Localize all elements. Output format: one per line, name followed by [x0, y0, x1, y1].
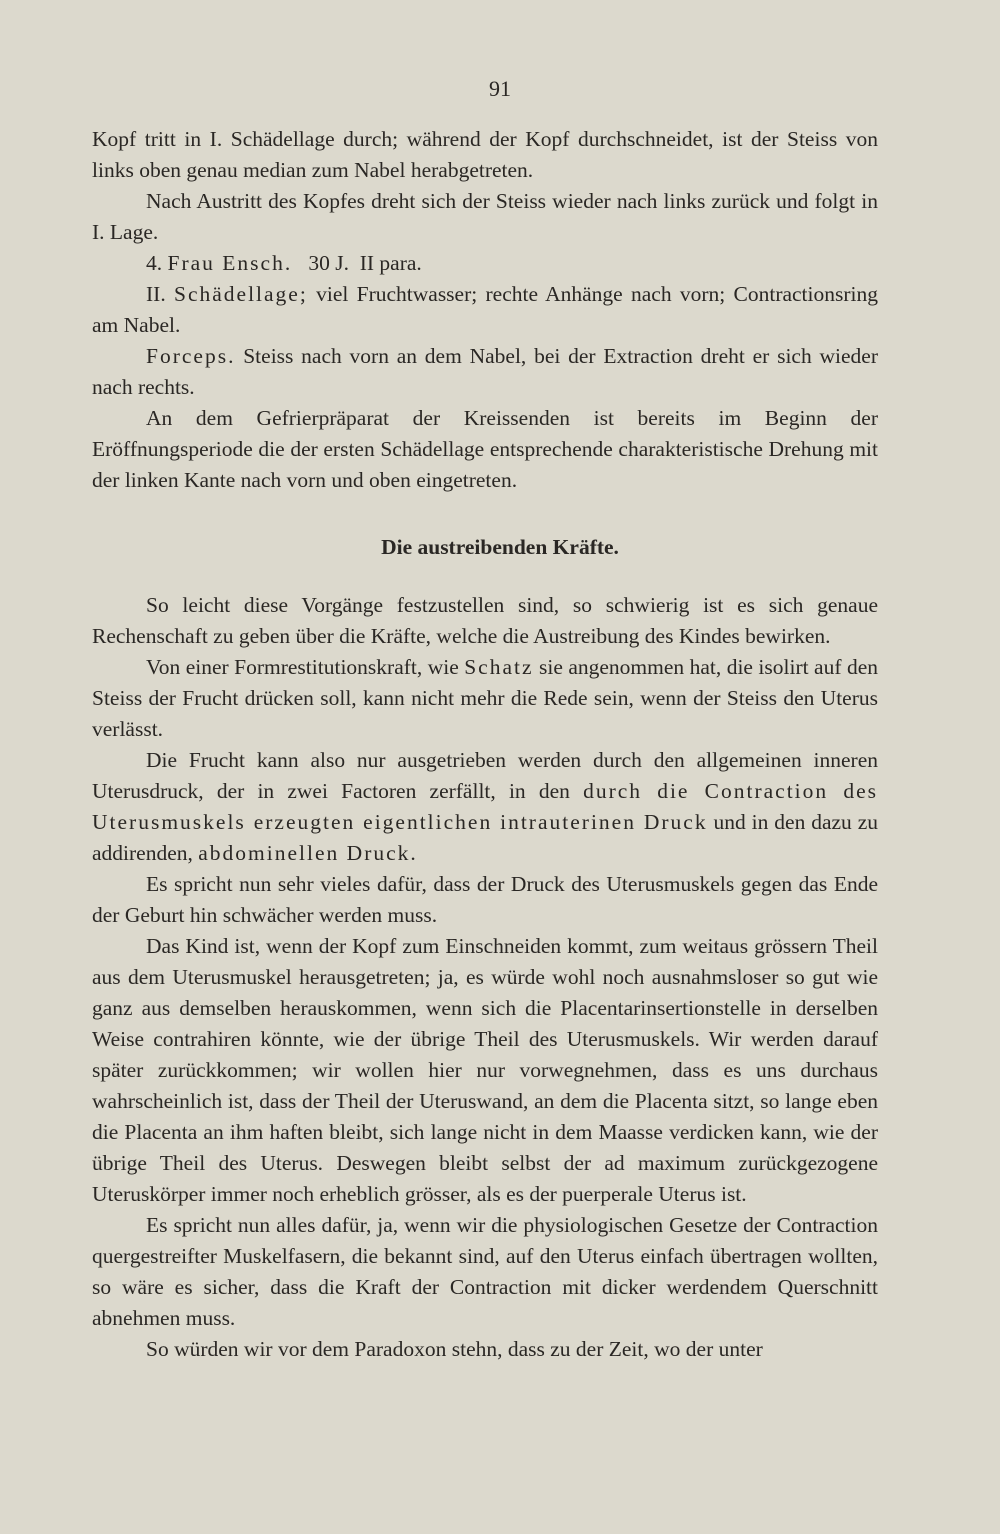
p8-a: Von einer Formrestitutionskraft, wie — [146, 655, 465, 679]
p5-rest: Steiss nach vorn an dem Nabel, bei der Extraction dreht er sich wieder nach rechts. — [92, 344, 878, 399]
section-heading: Die austreibenden Kräfte. — [381, 535, 619, 559]
paragraph-4 — [92, 279, 878, 341]
p5-spaced: Forceps. — [146, 344, 236, 368]
p8-spaced: Schatz — [464, 655, 534, 679]
paragraph-2: Nach Austritt des Kopfes dreht sich der Steiss wieder nach links zurück und folgt in I. Lage. — [92, 189, 878, 244]
p8-b: sie angenommen hat, die isolirt auf den Steiss der Frucht drücken soll, kann nicht mehr die Rede sein, wenn der Steiss den Uterus verlässt. — [92, 655, 878, 741]
paragraph-13: So würden wir vor dem Paradoxon stehn, dass zu der Zeit, wo der unter — [146, 1337, 763, 1361]
paragraph-1: Kopf tritt in I. Schädellage durch; während der Kopf durchschneidet, ist der Steiss von links oben genau median zum Nabel herabgetreten. — [92, 127, 878, 182]
p9-b: und in den dazu zu addirenden, — [92, 810, 878, 865]
paragraph-8 — [92, 652, 878, 745]
paragraph-11: Das Kind ist, wenn der Kopf zum Einschneiden kommt, zum weitaus grössern Theil aus dem Uterusmuskel herausgetreten; ja, es würde wohl noch ausnahmsloser so gut wie ganz aus demselben herauskommen, wenn sich die Placentarinsertionstelle in derselben Weise contrahiren könnte, wie der übrige Theil des Uterusmuskels. Wir werden darauf später zurückkommen; wir wollen hier nur vorwegnehmen, dass es uns durchaus wahrscheinlich ist, dass der Theil der Uteruswand, an dem die Placenta sitzt, so lange eben die Placenta an ihm haften bleibt, sich lange nicht in dem Maasse verdicken kann, wie der übrige Theil des Uterus. Deswegen bleibt selbst der ad maximum zurückgezogene Uteruskörper immer noch erheblich grösser, als es der puerperale Uterus ist. — [92, 934, 878, 1206]
case-para: II para. — [359, 251, 422, 275]
p4-lead: II. — [146, 282, 166, 306]
page-number: 91 — [489, 76, 511, 101]
paragraph-5 — [92, 341, 878, 403]
case-line — [92, 248, 878, 279]
paragraph-12: Es spricht nun alles dafür, ja, wenn wir die physiologischen Gesetze der Contraction quergestreifter Muskelfasern, die bekannt sind, auf den Uterus einfach übertragen wollten, so wäre es sicher, dass die Kraft der Contraction mit dicker werdendem Querschnitt abnehmen muss. — [92, 1213, 878, 1330]
paragraph-10: Es spricht nun sehr vieles dafür, dass der Druck des Uterusmuskels gegen das Ende der Geburt hin schwächer werden muss. — [92, 872, 878, 927]
paragraph-7: So leicht diese Vorgänge festzustellen sind, so schwierig ist es sich genaue Rechenschaft zu geben über die Kräfte, welche die Austreibung des Kindes bewirken. — [92, 593, 878, 648]
case-patient-name: Frau Ensch. — [167, 251, 293, 275]
paragraph-9 — [92, 745, 878, 869]
case-age: 30 J. — [308, 251, 349, 275]
p9-c: . — [410, 841, 416, 865]
p4-rest: viel Fruchtwasser; rechte Anhänge nach vorn; Contractionsring am Nabel. — [92, 282, 879, 337]
p4-spaced: Schädellage; — [173, 282, 308, 306]
bottom-text-block — [92, 590, 878, 1365]
p9-s1: durch die Contraction des Uterusmuskels erzeugten eigentlichen intrauterinen Druck — [92, 779, 878, 834]
p9-s2: abdominellen Druck — [198, 841, 411, 865]
case-number: 4. — [146, 251, 163, 275]
p9-a: Die Frucht kann also nur ausgetrieben werden durch den allgemeinen inneren Uterusdruck, der in zwei Factoren zerfällt, in den — [92, 748, 878, 803]
top-text-block — [92, 124, 878, 496]
paragraph-6: An dem Gefrierpräparat der Kreissenden ist bereits im Beginn der Eröffnungsperiode die der ersten Schädellage entsprechende charakteristische Drehung mit der linken Kante nach vorn und oben eingetreten. — [92, 406, 878, 492]
